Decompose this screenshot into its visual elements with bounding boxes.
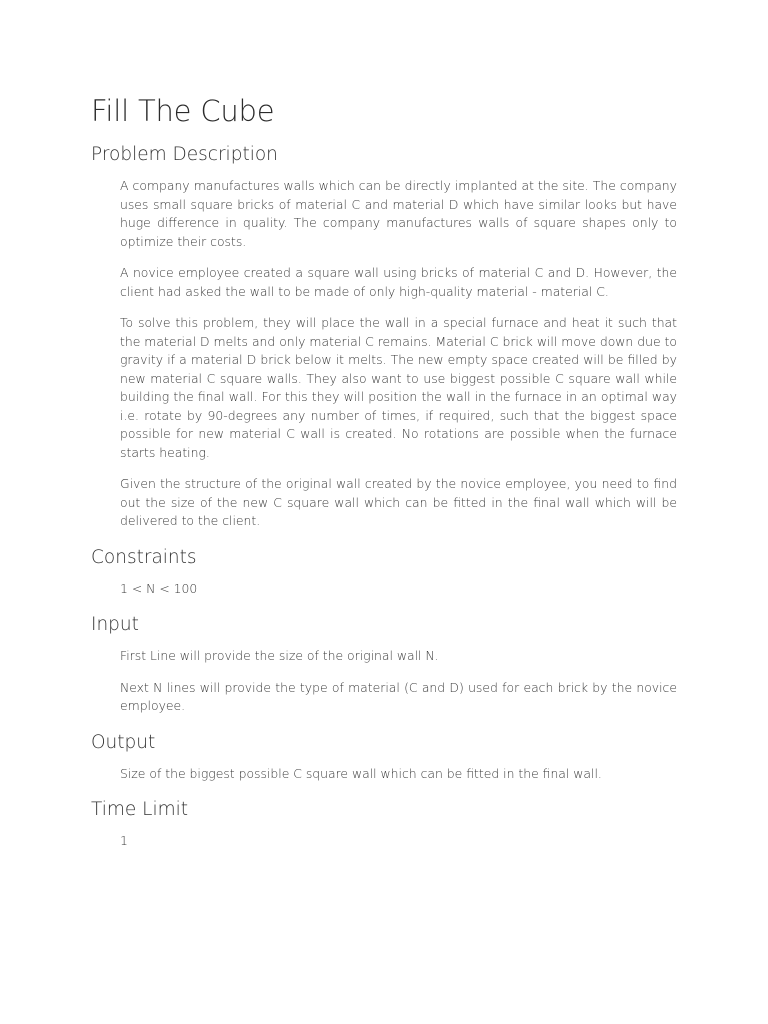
section-heading: Constraints xyxy=(91,546,197,568)
section-heading: Output xyxy=(91,731,156,753)
document-page xyxy=(91,92,677,865)
paragraph: Size of the biggest possible C square wall which can be fitted in the final wall. xyxy=(120,765,602,781)
section-heading: Input xyxy=(91,614,139,635)
constraints-section xyxy=(91,545,677,599)
time-limit-section xyxy=(91,797,677,851)
section-heading: Time Limit xyxy=(91,799,189,820)
paragraph: 1 xyxy=(120,833,128,848)
input-section xyxy=(91,612,677,716)
paragraph: First Line will provide the size of the original wall N. xyxy=(120,648,439,663)
problem-description-section xyxy=(91,142,677,531)
paragraph: A novice employee created a square wall using bricks of material C and D. However, the client had asked the wall to be made of only high-quality material - material C. xyxy=(120,265,677,299)
paragraph: To solve this problem, they will place the wall in a special furnace and heat it such that the material D melts and only material C remains. Material C brick will move down due to gravity if a material D brick below it melts. The new empty space created will be filled by new material C square walls. They also want to use biggest possible C square wall while building the final wall. For this they will position the wall in the furnace in an optimal way i.e. rotate by 90-degrees any number of times, if required, such that the biggest space possible for new material C wall is created. No rotations are possible when the furnace starts heating. xyxy=(120,315,677,460)
section-heading: Problem Description xyxy=(91,144,278,165)
paragraph: A company manufactures walls which can be directly implanted at the site. The company uses small square bricks of material C and material D which have similar looks but have huge difference in quality. The company manufactures walls of square shapes only to optimize their costs. xyxy=(120,178,677,249)
page-title: Fill The Cube xyxy=(91,94,275,128)
paragraph: Next N lines will provide the type of material (C and D) used for each brick by the novice employee. xyxy=(120,679,677,713)
paragraph: Given the structure of the original wall created by the novice employee, you need to find out the size of the new C square wall which can be fitted in the final wall which will be delivered to the client. xyxy=(120,476,677,528)
output-section xyxy=(91,730,677,784)
paragraph: 1 < N < 100 xyxy=(120,580,198,596)
